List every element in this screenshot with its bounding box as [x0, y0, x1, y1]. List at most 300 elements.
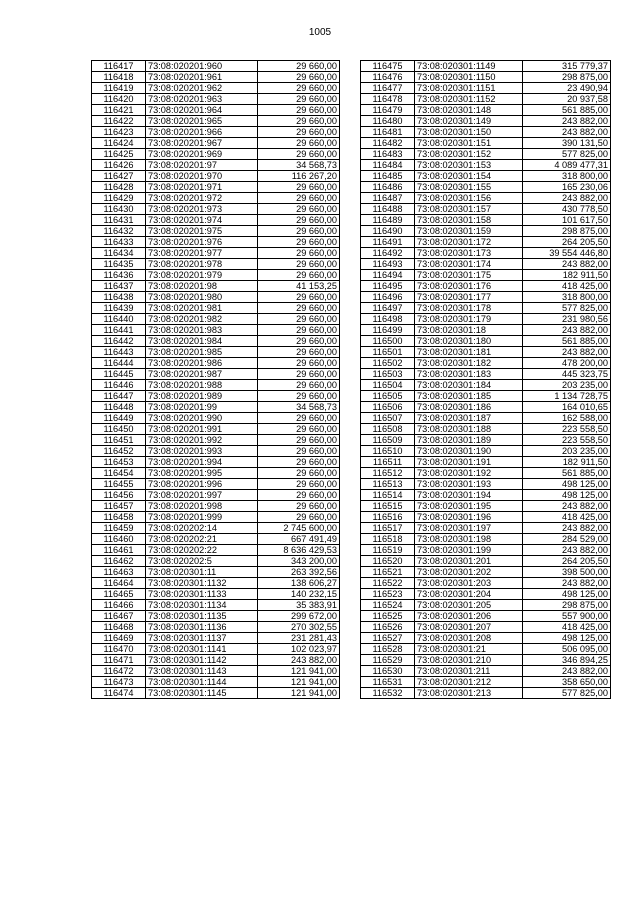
- table-row: [92, 534, 340, 545]
- record-number-cell: 116523: [361, 589, 415, 600]
- record-number-cell: 116485: [361, 171, 415, 182]
- cadastral-value-cell: 23 490,94: [523, 83, 611, 94]
- cadastral-value-cell: 498 125,00: [523, 633, 611, 644]
- record-number-cell: 116451: [92, 435, 146, 446]
- table-row: [92, 358, 340, 369]
- table-row: [361, 578, 611, 589]
- cadastral-value-cell: 29 660,00: [258, 193, 340, 204]
- record-number-cell: 116448: [92, 402, 146, 413]
- cadastral-number-cell: 73:08:020301:150: [415, 127, 523, 138]
- cadastral-value-cell: 29 660,00: [258, 204, 340, 215]
- cadastral-value-cell: 1 134 728,75: [523, 391, 611, 402]
- cadastral-value-cell: 138 606,27: [258, 578, 340, 589]
- cadastral-value-cell: 577 825,00: [523, 303, 611, 314]
- table-row: [361, 237, 611, 248]
- table-row: [92, 468, 340, 479]
- record-number-cell: 116447: [92, 391, 146, 402]
- cadastral-number-cell: 73:08:020201:987: [146, 369, 258, 380]
- record-number-cell: 116486: [361, 182, 415, 193]
- record-number-cell: 116497: [361, 303, 415, 314]
- table-row: [92, 204, 340, 215]
- cadastral-value-cell: 358 650,00: [523, 677, 611, 688]
- cadastral-value-cell: 29 660,00: [258, 358, 340, 369]
- record-number-cell: 116474: [92, 688, 146, 699]
- record-number-cell: 116517: [361, 523, 415, 534]
- record-number-cell: 116452: [92, 446, 146, 457]
- cadastral-value-cell: 29 660,00: [258, 248, 340, 259]
- table-row: [92, 116, 340, 127]
- cadastral-value-cell: 398 500,00: [523, 567, 611, 578]
- record-number-cell: 116475: [361, 61, 415, 72]
- cadastral-value-cell: 2 745 600,00: [258, 523, 340, 534]
- cadastral-value-cell: 223 558,50: [523, 435, 611, 446]
- cadastral-value-cell: 29 660,00: [258, 149, 340, 160]
- cadastral-value-cell: 4 089 477,31: [523, 160, 611, 171]
- record-number-cell: 116465: [92, 589, 146, 600]
- table-row: [92, 281, 340, 292]
- cadastral-value-cell: 298 875,00: [523, 72, 611, 83]
- cadastral-value-cell: 29 660,00: [258, 325, 340, 336]
- table-row: [361, 457, 611, 468]
- cadastral-number-cell: 73:08:020201:988: [146, 380, 258, 391]
- table-row: [92, 501, 340, 512]
- record-number-cell: 116460: [92, 534, 146, 545]
- record-number-cell: 116480: [361, 116, 415, 127]
- record-number-cell: 116427: [92, 171, 146, 182]
- record-number-cell: 116425: [92, 149, 146, 160]
- record-number-cell: 116436: [92, 270, 146, 281]
- table-row: [92, 567, 340, 578]
- cadastral-value-cell: 298 875,00: [523, 226, 611, 237]
- record-number-cell: 116417: [92, 61, 146, 72]
- cadastral-value-cell: 29 660,00: [258, 94, 340, 105]
- record-number-cell: 116437: [92, 281, 146, 292]
- table-row: [361, 677, 611, 688]
- cadastral-number-cell: 73:08:020301:174: [415, 259, 523, 270]
- table-row: [92, 347, 340, 358]
- cadastral-value-cell: 29 660,00: [258, 446, 340, 457]
- cadastral-value-cell: 418 425,00: [523, 622, 611, 633]
- record-number-cell: 116524: [361, 600, 415, 611]
- cadastral-number-cell: 73:08:020201:967: [146, 138, 258, 149]
- cadastral-number-cell: 73:08:020301:199: [415, 545, 523, 556]
- table-row: [92, 457, 340, 468]
- cadastral-value-cell: 165 230,06: [523, 182, 611, 193]
- cadastral-value-cell: 298 875,00: [523, 600, 611, 611]
- cadastral-value-cell: 34 568,73: [258, 402, 340, 413]
- table-row: [92, 72, 340, 83]
- cadastral-number-cell: 73:08:020201:982: [146, 314, 258, 325]
- cadastral-number-cell: 73:08:020201:965: [146, 116, 258, 127]
- record-number-cell: 116434: [92, 248, 146, 259]
- cadastral-value-cell: 29 660,00: [258, 259, 340, 270]
- registry-table-right: [360, 60, 611, 699]
- cadastral-value-cell: 29 660,00: [258, 127, 340, 138]
- cadastral-value-cell: 29 660,00: [258, 479, 340, 490]
- record-number-cell: 116473: [92, 677, 146, 688]
- cadastral-number-cell: 73:08:020301:180: [415, 336, 523, 347]
- table-row: [92, 160, 340, 171]
- record-number-cell: 116506: [361, 402, 415, 413]
- cadastral-number-cell: 73:08:020301:191: [415, 457, 523, 468]
- record-number-cell: 116467: [92, 611, 146, 622]
- table-row: [361, 270, 611, 281]
- record-number-cell: 116513: [361, 479, 415, 490]
- table-row: [92, 270, 340, 281]
- table-row: [92, 292, 340, 303]
- record-number-cell: 116520: [361, 556, 415, 567]
- cadastral-value-cell: 29 660,00: [258, 336, 340, 347]
- record-number-cell: 116458: [92, 512, 146, 523]
- cadastral-number-cell: 73:08:020201:972: [146, 193, 258, 204]
- cadastral-value-cell: 29 660,00: [258, 292, 340, 303]
- cadastral-value-cell: 243 882,00: [523, 578, 611, 589]
- cadastral-number-cell: 73:08:020201:98: [146, 281, 258, 292]
- cadastral-value-cell: 243 882,00: [523, 325, 611, 336]
- cadastral-value-cell: 506 095,00: [523, 644, 611, 655]
- cadastral-number-cell: 73:08:020301:1141: [146, 644, 258, 655]
- cadastral-number-cell: 73:08:020301:187: [415, 413, 523, 424]
- table-row: [361, 226, 611, 237]
- cadastral-number-cell: 73:08:020202:22: [146, 545, 258, 556]
- table-row: [92, 655, 340, 666]
- cadastral-number-cell: 73:08:020201:980: [146, 292, 258, 303]
- cadastral-value-cell: 264 205,50: [523, 237, 611, 248]
- cadastral-value-cell: 29 660,00: [258, 226, 340, 237]
- cadastral-number-cell: 73:08:020301:193: [415, 479, 523, 490]
- record-number-cell: 116433: [92, 237, 146, 248]
- cadastral-value-cell: 34 568,73: [258, 160, 340, 171]
- cadastral-number-cell: 73:08:020201:996: [146, 479, 258, 490]
- cadastral-value-cell: 498 125,00: [523, 490, 611, 501]
- cadastral-value-cell: 162 588,00: [523, 413, 611, 424]
- cadastral-number-cell: 73:08:020301:1137: [146, 633, 258, 644]
- cadastral-value-cell: 29 660,00: [258, 116, 340, 127]
- record-number-cell: 116441: [92, 325, 146, 336]
- record-number-cell: 116426: [92, 160, 146, 171]
- record-number-cell: 116453: [92, 457, 146, 468]
- record-number-cell: 116498: [361, 314, 415, 325]
- table-row: [361, 358, 611, 369]
- table-row: [361, 666, 611, 677]
- cadastral-value-cell: 561 885,00: [523, 468, 611, 479]
- cadastral-number-cell: 73:08:020301:152: [415, 149, 523, 160]
- table-row: [361, 611, 611, 622]
- cadastral-value-cell: 299 672,00: [258, 611, 340, 622]
- table-row: [361, 116, 611, 127]
- cadastral-number-cell: 73:08:020201:966: [146, 127, 258, 138]
- cadastral-value-cell: 243 882,00: [523, 347, 611, 358]
- table-row: [361, 633, 611, 644]
- record-number-cell: 116472: [92, 666, 146, 677]
- cadastral-value-cell: 29 660,00: [258, 72, 340, 83]
- table-row: [361, 501, 611, 512]
- cadastral-number-cell: 73:08:020201:970: [146, 171, 258, 182]
- cadastral-value-cell: 121 941,00: [258, 688, 340, 699]
- cadastral-number-cell: 73:08:020301:155: [415, 182, 523, 193]
- record-number-cell: 116459: [92, 523, 146, 534]
- table-row: [92, 171, 340, 182]
- cadastral-value-cell: 41 153,25: [258, 281, 340, 292]
- cadastral-value-cell: 667 491,49: [258, 534, 340, 545]
- record-number-cell: 116494: [361, 270, 415, 281]
- table-row: [361, 325, 611, 336]
- cadastral-value-cell: 121 941,00: [258, 677, 340, 688]
- cadastral-value-cell: 164 010,65: [523, 402, 611, 413]
- table-row: [361, 424, 611, 435]
- record-number-cell: 116499: [361, 325, 415, 336]
- cadastral-value-cell: 263 392,56: [258, 567, 340, 578]
- table-row: [92, 666, 340, 677]
- cadastral-value-cell: 203 235,00: [523, 446, 611, 457]
- cadastral-number-cell: 73:08:020301:176: [415, 281, 523, 292]
- table-row: [92, 325, 340, 336]
- cadastral-number-cell: 73:08:020201:969: [146, 149, 258, 160]
- record-number-cell: 116479: [361, 105, 415, 116]
- table-row: [92, 435, 340, 446]
- cadastral-number-cell: 73:08:020301:190: [415, 446, 523, 457]
- cadastral-number-cell: 73:08:020201:995: [146, 468, 258, 479]
- record-number-cell: 116435: [92, 259, 146, 270]
- cadastral-number-cell: 73:08:020301:18: [415, 325, 523, 336]
- cadastral-value-cell: 29 660,00: [258, 413, 340, 424]
- cadastral-number-cell: 73:08:020301:157: [415, 204, 523, 215]
- record-number-cell: 116471: [92, 655, 146, 666]
- cadastral-value-cell: 29 660,00: [258, 457, 340, 468]
- cadastral-number-cell: 73:08:020301:179: [415, 314, 523, 325]
- cadastral-number-cell: 73:08:020301:1151: [415, 83, 523, 94]
- cadastral-value-cell: 29 660,00: [258, 435, 340, 446]
- cadastral-value-cell: 343 200,00: [258, 556, 340, 567]
- cadastral-number-cell: 73:08:020301:212: [415, 677, 523, 688]
- cadastral-value-cell: 315 779,37: [523, 61, 611, 72]
- record-number-cell: 116489: [361, 215, 415, 226]
- table-row: [92, 402, 340, 413]
- cadastral-value-cell: 346 894,25: [523, 655, 611, 666]
- cadastral-value-cell: 29 660,00: [258, 105, 340, 116]
- cadastral-value-cell: 243 882,00: [523, 259, 611, 270]
- table-row: [92, 512, 340, 523]
- table-row: [361, 171, 611, 182]
- table-row: [92, 83, 340, 94]
- registry-table-left: [91, 60, 340, 699]
- record-number-cell: 116428: [92, 182, 146, 193]
- cadastral-number-cell: 73:08:020301:1142: [146, 655, 258, 666]
- cadastral-value-cell: 498 125,00: [523, 479, 611, 490]
- cadastral-number-cell: 73:08:020201:971: [146, 182, 258, 193]
- table-row: [92, 413, 340, 424]
- cadastral-value-cell: 243 882,00: [523, 127, 611, 138]
- record-number-cell: 116445: [92, 369, 146, 380]
- cadastral-number-cell: 73:08:020301:213: [415, 688, 523, 699]
- cadastral-number-cell: 73:08:020301:211: [415, 666, 523, 677]
- cadastral-value-cell: 270 302,55: [258, 622, 340, 633]
- record-number-cell: 116440: [92, 314, 146, 325]
- record-number-cell: 116503: [361, 369, 415, 380]
- record-number-cell: 116419: [92, 83, 146, 94]
- cadastral-number-cell: 73:08:020201:964: [146, 105, 258, 116]
- cadastral-value-cell: 243 882,00: [523, 116, 611, 127]
- table-row: [92, 677, 340, 688]
- record-number-cell: 116456: [92, 490, 146, 501]
- cadastral-number-cell: 73:08:020301:149: [415, 116, 523, 127]
- cadastral-number-cell: 73:08:020301:154: [415, 171, 523, 182]
- table-row: [92, 237, 340, 248]
- cadastral-number-cell: 73:08:020202:21: [146, 534, 258, 545]
- cadastral-number-cell: 73:08:020301:177: [415, 292, 523, 303]
- table-row: [92, 149, 340, 160]
- record-number-cell: 116491: [361, 237, 415, 248]
- table-row: [361, 138, 611, 149]
- table-row: [361, 303, 611, 314]
- table-row: [361, 61, 611, 72]
- table-row: [361, 468, 611, 479]
- cadastral-number-cell: 73:08:020301:192: [415, 468, 523, 479]
- record-number-cell: 116457: [92, 501, 146, 512]
- cadastral-value-cell: 29 660,00: [258, 424, 340, 435]
- record-number-cell: 116518: [361, 534, 415, 545]
- cadastral-value-cell: 430 778,50: [523, 204, 611, 215]
- cadastral-number-cell: 73:08:020201:993: [146, 446, 258, 457]
- cadastral-value-cell: 102 023,97: [258, 644, 340, 655]
- cadastral-value-cell: 203 235,00: [523, 380, 611, 391]
- record-number-cell: 116484: [361, 160, 415, 171]
- cadastral-number-cell: 73:08:020301:11: [146, 567, 258, 578]
- record-number-cell: 116439: [92, 303, 146, 314]
- record-number-cell: 116516: [361, 512, 415, 523]
- table-row: [361, 149, 611, 160]
- cadastral-number-cell: 73:08:020301:185: [415, 391, 523, 402]
- cadastral-value-cell: 418 425,00: [523, 512, 611, 523]
- cadastral-number-cell: 73:08:020301:178: [415, 303, 523, 314]
- table-row: [92, 369, 340, 380]
- cadastral-number-cell: 73:08:020301:205: [415, 600, 523, 611]
- cadastral-number-cell: 73:08:020201:989: [146, 391, 258, 402]
- cadastral-number-cell: 73:08:020301:153: [415, 160, 523, 171]
- record-number-cell: 116490: [361, 226, 415, 237]
- record-number-cell: 116454: [92, 468, 146, 479]
- table-row: [92, 391, 340, 402]
- cadastral-number-cell: 73:08:020301:151: [415, 138, 523, 149]
- table-row: [92, 193, 340, 204]
- cadastral-value-cell: 116 267,20: [258, 171, 340, 182]
- table-row: [361, 567, 611, 578]
- page-number: 1005: [308, 27, 332, 38]
- cadastral-number-cell: 73:08:020201:961: [146, 72, 258, 83]
- cadastral-number-cell: 73:08:020301:1143: [146, 666, 258, 677]
- table-row: [361, 446, 611, 457]
- cadastral-value-cell: 284 529,00: [523, 534, 611, 545]
- table-row: [361, 281, 611, 292]
- cadastral-number-cell: 73:08:020201:976: [146, 237, 258, 248]
- cadastral-value-cell: 29 660,00: [258, 138, 340, 149]
- cadastral-value-cell: 561 885,00: [523, 336, 611, 347]
- table-row: [361, 413, 611, 424]
- record-number-cell: 116430: [92, 204, 146, 215]
- table-row: [361, 204, 611, 215]
- record-number-cell: 116495: [361, 281, 415, 292]
- cadastral-value-cell: 243 882,00: [523, 666, 611, 677]
- cadastral-number-cell: 73:08:020301:198: [415, 534, 523, 545]
- record-number-cell: 116421: [92, 105, 146, 116]
- cadastral-value-cell: 243 882,00: [523, 545, 611, 556]
- record-number-cell: 116512: [361, 468, 415, 479]
- record-number-cell: 116446: [92, 380, 146, 391]
- cadastral-value-cell: 29 660,00: [258, 391, 340, 402]
- cadastral-number-cell: 73:08:020301:1136: [146, 622, 258, 633]
- table-row: [92, 523, 340, 534]
- cadastral-number-cell: 73:08:020201:97: [146, 160, 258, 171]
- table-row: [92, 600, 340, 611]
- record-number-cell: 116529: [361, 655, 415, 666]
- table-row: [361, 688, 611, 699]
- cadastral-value-cell: 29 660,00: [258, 369, 340, 380]
- table-row: [92, 611, 340, 622]
- table-row: [92, 479, 340, 490]
- cadastral-number-cell: 73:08:020301:210: [415, 655, 523, 666]
- record-number-cell: 116514: [361, 490, 415, 501]
- cadastral-value-cell: 29 660,00: [258, 490, 340, 501]
- record-number-cell: 116496: [361, 292, 415, 303]
- record-number-cell: 116443: [92, 347, 146, 358]
- record-number-cell: 116438: [92, 292, 146, 303]
- table-row: [361, 336, 611, 347]
- cadastral-value-cell: 29 660,00: [258, 501, 340, 512]
- table-row: [92, 633, 340, 644]
- cadastral-number-cell: 73:08:020201:997: [146, 490, 258, 501]
- cadastral-value-cell: 318 800,00: [523, 292, 611, 303]
- cadastral-value-cell: 243 882,00: [258, 655, 340, 666]
- cadastral-number-cell: 73:08:020201:960: [146, 61, 258, 72]
- cadastral-value-cell: 29 660,00: [258, 380, 340, 391]
- cadastral-number-cell: 73:08:020301:175: [415, 270, 523, 281]
- table-row: [361, 314, 611, 325]
- record-number-cell: 116530: [361, 666, 415, 677]
- table-row: [361, 391, 611, 402]
- cadastral-number-cell: 73:08:020301:188: [415, 424, 523, 435]
- record-number-cell: 116478: [361, 94, 415, 105]
- cadastral-value-cell: 121 941,00: [258, 666, 340, 677]
- table-row: [92, 545, 340, 556]
- cadastral-number-cell: 73:08:020301:173: [415, 248, 523, 259]
- table-row: [361, 259, 611, 270]
- table-row: [361, 347, 611, 358]
- table-row: [361, 215, 611, 226]
- cadastral-number-cell: 73:08:020301:189: [415, 435, 523, 446]
- table-row: [361, 479, 611, 490]
- record-number-cell: 116509: [361, 435, 415, 446]
- cadastral-value-cell: 561 885,00: [523, 105, 611, 116]
- cadastral-number-cell: 73:08:020301:1134: [146, 600, 258, 611]
- record-number-cell: 116432: [92, 226, 146, 237]
- cadastral-number-cell: 73:08:020301:1152: [415, 94, 523, 105]
- cadastral-number-cell: 73:08:020301:159: [415, 226, 523, 237]
- cadastral-number-cell: 73:08:020301:21: [415, 644, 523, 655]
- cadastral-number-cell: 73:08:020301:202: [415, 567, 523, 578]
- table-row: [361, 523, 611, 534]
- record-number-cell: 116521: [361, 567, 415, 578]
- record-number-cell: 116493: [361, 259, 415, 270]
- cadastral-number-cell: 73:08:020201:994: [146, 457, 258, 468]
- record-number-cell: 116463: [92, 567, 146, 578]
- cadastral-number-cell: 73:08:020301:195: [415, 501, 523, 512]
- cadastral-number-cell: 73:08:020301:208: [415, 633, 523, 644]
- cadastral-value-cell: 29 660,00: [258, 83, 340, 94]
- record-number-cell: 116442: [92, 336, 146, 347]
- cadastral-number-cell: 73:08:020301:204: [415, 589, 523, 600]
- cadastral-value-cell: 29 660,00: [258, 182, 340, 193]
- record-number-cell: 116450: [92, 424, 146, 435]
